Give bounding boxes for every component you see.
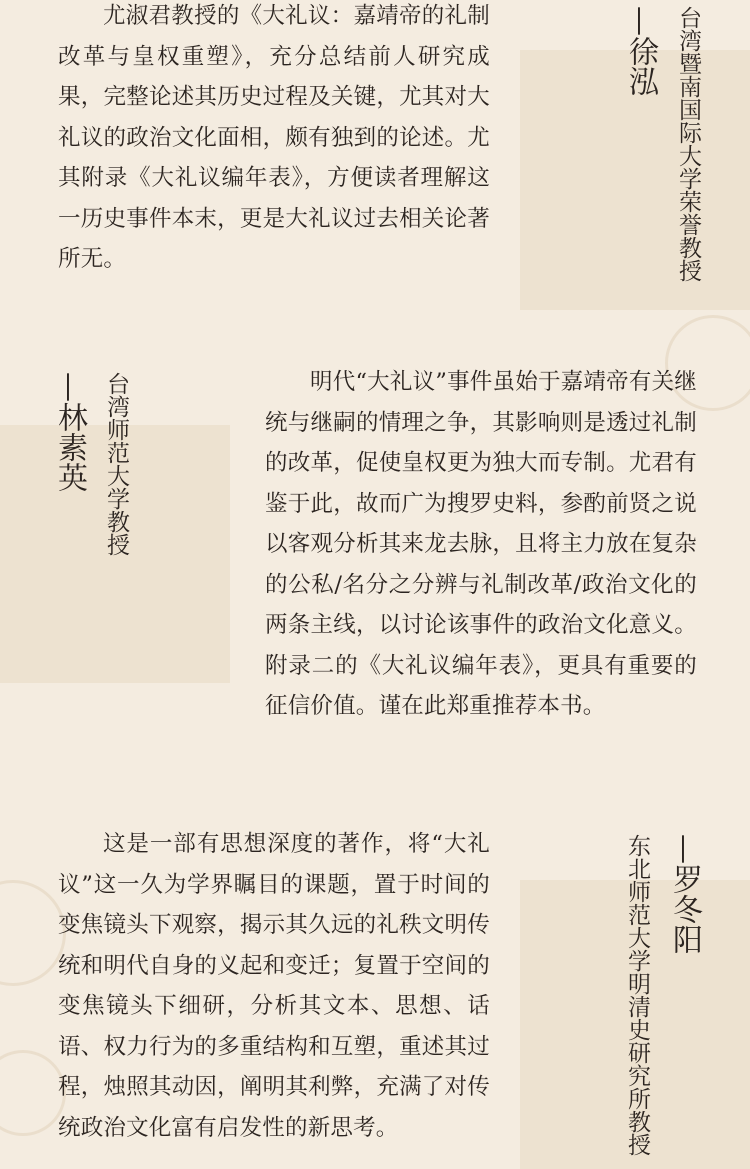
endorser-name: —林素英 <box>52 372 87 492</box>
endorsement-text: 这是一部有思想深度的著作，将“大礼议”这一久为学界瞩目的课题，置于时间的变焦镜头下观察，揭示其久远的礼秩文明传统和明代自身的义起和变迁；复置于空间的变焦镜头下细研，分析其文本、思想、话语、权力行为的多重结构和互塑，重述其过程，烛照其动因，阐明其利弊，充满了对传统政治文化富有启发性的新思考。 <box>58 831 490 1141</box>
endorser-name: —徐泓 <box>623 6 658 96</box>
endorser-name: —罗冬阳 <box>667 834 702 954</box>
endorser-title: 台湾暨南国际大学荣誉教授 <box>675 6 701 282</box>
endorsement-text: 尤淑君教授的《大礼议：嘉靖帝的礼制改革与皇权重塑》，充分总结前人研究成果，完整论述其历史过程及关键，尤其对大礼议的政治文化面相，颇有独到的论述。尤其附录《大礼议编年表》，方便读者理解这一历史事件本末，更是大礼议过去相关论著所无。 <box>58 3 490 272</box>
endorsement-text: 明代“大礼议”事件虽始于嘉靖帝有关继统与继嗣的情理之争，其影响则是透过礼制的改革，促使皇权更为独大而专制。尤君有鉴于此，故而广为搜罗史料，参酌前贤之说以客观分析其来龙去脉，且将主力放在复杂的公私/名分之分辨与礼制改革/政治文化的两条主线，以讨论该事件的政治文化意义。附录二的《大礼议编年表》，更具有重要的征信价值。谨在此郑重推荐本书。 <box>265 369 697 719</box>
endorser-title: 台湾师范大学教授 <box>103 372 129 556</box>
cloud-swirl-decoration <box>0 1050 66 1136</box>
endorser-title: 东北师范大学明清史研究所教授 <box>624 834 650 1156</box>
cloud-swirl-decoration <box>0 880 66 986</box>
